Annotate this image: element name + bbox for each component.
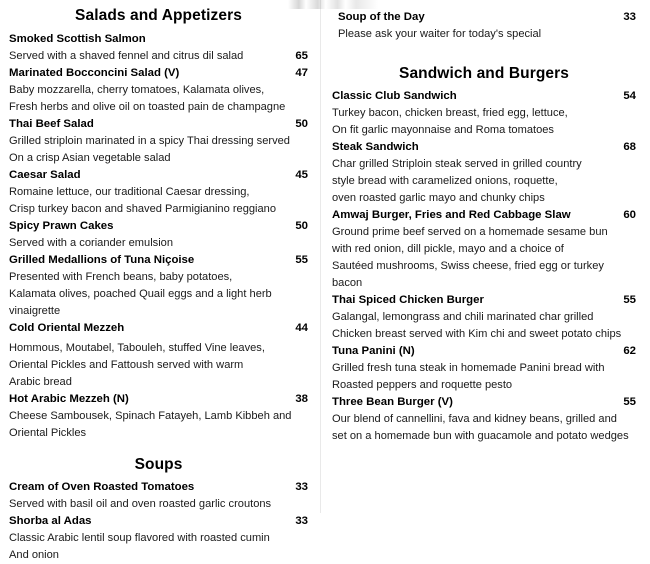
- menu-item-header: [338, 9, 636, 26]
- menu-item-header: [9, 391, 308, 408]
- menu-item[interactable]: [9, 31, 308, 65]
- menu-item-description: Roasted peppers and roquette pesto: [332, 379, 513, 391]
- menu-column-right: [320, 0, 650, 513]
- menu-item-description: Chicken breast served with Kim chi and sweet potato chips: [332, 328, 622, 340]
- menu-item-description: Arabic bread: [9, 376, 72, 388]
- menu-item-name: Soup of the Day: [338, 11, 425, 23]
- menu-item-description: Sautéed mushrooms, Swiss cheese, fried egg or turkey bacon: [332, 260, 604, 289]
- menu-item[interactable]: [332, 292, 636, 343]
- menu-item-header: [9, 479, 308, 496]
- menu-item-name: Grilled Medallions of Tuna Niçoise: [9, 254, 195, 266]
- menu-item-header: [9, 218, 308, 235]
- section-title-soups: Soups: [134, 456, 183, 473]
- menu-item-name: Spicy Prawn Cakes: [9, 220, 114, 232]
- menu-item[interactable]: [9, 391, 308, 442]
- menu-item[interactable]: [332, 139, 636, 207]
- menu-item-price: 38: [295, 393, 308, 405]
- menu-item-name: Smoked Scottish Salmon: [9, 33, 146, 45]
- menu-item[interactable]: [9, 513, 308, 564]
- menu-item-description: Cheese Sambousek, Spinach Fatayeh, Lamb Kibbeh and: [9, 410, 292, 422]
- menu-item-description: Galangal, lemongrass and chili marinated char grilled: [332, 311, 594, 323]
- menu-item-description: Hommous, Moutabel, Tabouleh, stuffed Vine leaves,: [9, 342, 265, 354]
- menu-item-name: Hot Arabic Mezzeh (N): [9, 393, 129, 405]
- menu-item-name: Marinated Bocconcini Salad (V): [9, 67, 180, 79]
- menu-item-description: Oriental Pickles and Fattoush served with warm: [9, 359, 244, 371]
- menu-item-price: 45: [295, 169, 308, 181]
- menu-item-price: 44: [295, 322, 308, 334]
- menu-item-header: [9, 320, 308, 337]
- menu-item-price: 55: [623, 294, 636, 306]
- menu-item-name: Tuna Panini (N): [332, 345, 415, 357]
- menu-item-description: Char grilled Striploin steak served in grilled country: [332, 158, 582, 170]
- menu-item[interactable]: [332, 9, 636, 43]
- menu-item[interactable]: [9, 320, 308, 391]
- menu-item-price: 65: [295, 50, 308, 62]
- menu-item-header: [9, 116, 308, 133]
- menu-item-description: Classic Arabic lentil soup flavored with roasted cumin: [9, 532, 270, 544]
- menu-item-description: style bread with caramelized onions, roquette,: [332, 175, 558, 187]
- menu-item[interactable]: [9, 116, 308, 167]
- menu-item-header: [9, 167, 308, 184]
- menu-item-price: 50: [295, 220, 308, 232]
- menu-item-name: Thai Spiced Chicken Burger: [332, 294, 484, 306]
- menu-item-description: Served with a coriander emulsion: [9, 237, 174, 249]
- menu-item-price: 68: [623, 141, 636, 153]
- menu-item-name: Cold Oriental Mezzeh: [9, 322, 125, 334]
- menu-item-name: Amwaj Burger, Fries and Red Cabbage Slaw: [332, 209, 571, 221]
- menu-item-header: [332, 88, 636, 105]
- menu-item-price: 55: [295, 254, 308, 266]
- menu-item-name: Cream of Oven Roasted Tomatoes: [9, 481, 195, 493]
- menu-item-description: Grilled fresh tuna steak in homemade Panini bread with: [332, 362, 605, 374]
- menu-item-price: 60: [623, 209, 636, 221]
- menu-item-description: Fresh herbs and olive oil on toasted pain de champagne: [9, 101, 286, 113]
- menu-item[interactable]: [9, 218, 308, 252]
- menu-item-header: [9, 65, 308, 82]
- section-title-sandwich-and-burgers: Sandwich and Burgers: [399, 65, 569, 82]
- menu-item-price: 33: [295, 515, 308, 527]
- menu-item-description: Ground prime beef served on a homemade sesame bun: [332, 226, 608, 238]
- menu-item-description: On a crisp Asian vegetable salad: [9, 152, 171, 164]
- menu-item-name: Classic Club Sandwich: [332, 90, 457, 102]
- menu-item-description: Turkey bacon, chicken breast, fried egg, lettuce,: [332, 107, 568, 119]
- menu-item-description: Please ask your waiter for today's special: [338, 28, 542, 40]
- menu-item[interactable]: [9, 167, 308, 218]
- menu-item-header: [9, 252, 308, 269]
- menu-item-description: oven roasted garlic mayo and chunky chips: [332, 192, 545, 204]
- menu-item-description: Served with basil oil and oven roasted garlic croutons: [9, 498, 272, 510]
- menu-item-price: 33: [295, 481, 308, 493]
- menu-item-description: Presented with French beans, baby potatoes,: [9, 271, 233, 283]
- menu-item-price: 47: [295, 67, 308, 79]
- menu-item-header: [332, 207, 636, 224]
- menu-item-description: On fit garlic mayonnaise and Roma tomatoes: [332, 124, 554, 136]
- menu-item-header: [9, 513, 308, 530]
- menu-item-price: 55: [623, 396, 636, 408]
- menu-item-header: [332, 292, 636, 309]
- menu-item-name: Three Bean Burger (V): [332, 396, 453, 408]
- section-title-salads-and-appetizers: Salads and Appetizers: [75, 7, 242, 24]
- menu-item-price: 54: [623, 90, 636, 102]
- menu-item-description: Oriental Pickles: [9, 427, 87, 439]
- menu-item-price: 62: [623, 345, 636, 357]
- menu-item-name: Thai Beef Salad: [9, 118, 94, 130]
- menu-item-description: Our blend of cannellini, fava and kidney beans, grilled and: [332, 413, 617, 425]
- menu-item-description: Baby mozzarella, cherry tomatoes, Kalamata olives,: [9, 84, 265, 96]
- menu-item-description: And onion: [9, 549, 59, 561]
- menu-item[interactable]: [332, 343, 636, 394]
- menu-item[interactable]: [9, 479, 308, 513]
- menu-item[interactable]: [9, 252, 308, 320]
- menu-item-description: Romaine lettuce, our traditional Caesar dressing,: [9, 186, 250, 198]
- menu-column-left: [0, 0, 320, 561]
- menu-item-description: Grilled striploin marinated in a spicy Thai dressing served: [9, 135, 290, 147]
- menu-item-name: Caesar Salad: [9, 169, 81, 181]
- menu-item[interactable]: [332, 207, 636, 292]
- menu-item-price: 50: [295, 118, 308, 130]
- menu-item-header: [332, 343, 636, 360]
- menu-item-description: set on a homemade bun with guacamole and potato wedges: [332, 430, 629, 442]
- menu-item-header: [332, 394, 636, 411]
- menu-item-price: 33: [623, 11, 636, 23]
- menu-item[interactable]: [332, 88, 636, 139]
- menu-item-description: Crisp turkey bacon and shaved Parmigianino reggiano: [9, 203, 277, 215]
- menu-item-name: Shorba al Adas: [9, 515, 92, 527]
- menu-item-description-row: [9, 48, 308, 65]
- menu-item-header: [332, 139, 636, 156]
- menu-item-name: Steak Sandwich: [332, 141, 419, 153]
- menu-item-description: with red onion, dill pickle, mayo and a choice of: [332, 243, 564, 255]
- menu-item-description: Served with a shaved fennel and citrus dil salad: [9, 50, 244, 62]
- menu-item[interactable]: [332, 394, 636, 445]
- menu-item[interactable]: [9, 65, 308, 116]
- menu-item-header: [9, 31, 308, 48]
- menu-item-description: Kalamata olives, poached Quail eggs and a light herb vinaigrette: [9, 288, 272, 317]
